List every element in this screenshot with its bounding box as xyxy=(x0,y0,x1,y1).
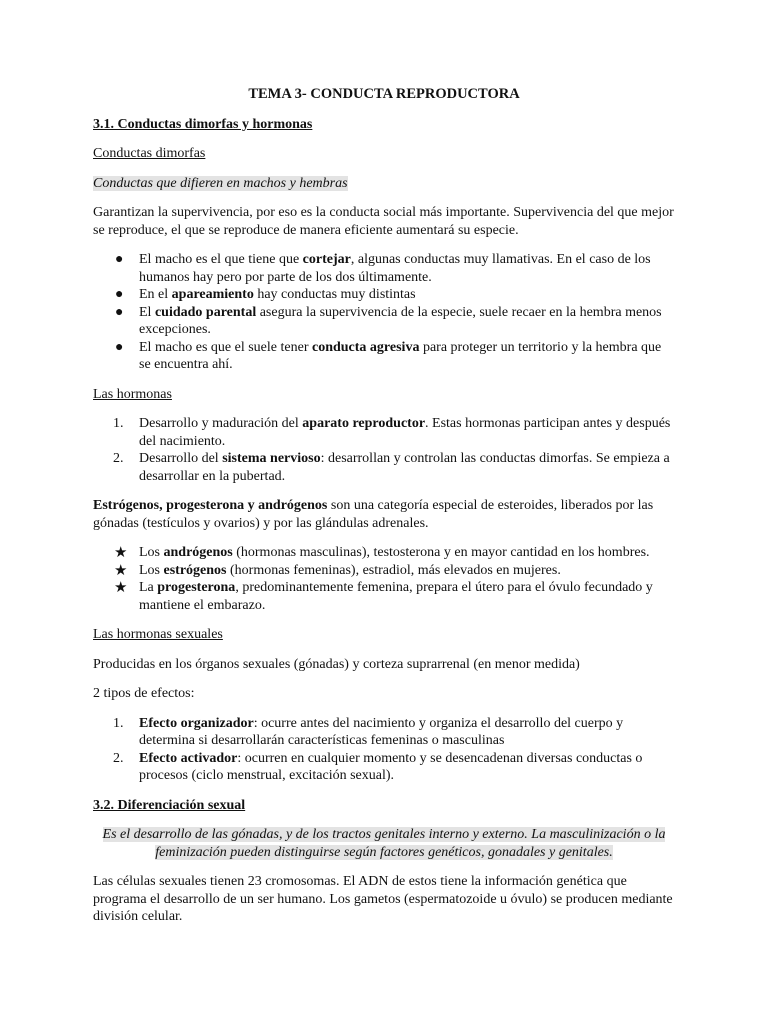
document-title: TEMA 3- CONDUCTA REPRODUCTORA xyxy=(248,86,520,102)
bullet-icon: ● xyxy=(115,339,124,355)
paragraph-tipos-efectos: 2 tipos de efectos: xyxy=(93,686,195,701)
list-item: ● El macho es que el suele tener conducta agresiva para proteger un territorio y la hembra que se encuentra ahí. xyxy=(115,339,662,372)
list-number: 1. xyxy=(113,715,124,731)
list-item: 1. Efecto organizador: ocurre antes del nacimiento y organiza el desarrollo del cuerpo y determina si desarrollarán características femeninas o masculinas xyxy=(113,715,624,748)
section-heading-3-1: 3.1. Conductas dimorfas y hormonas xyxy=(93,116,313,132)
bullet-icon: ● xyxy=(115,304,124,320)
numbered-list-efectos xyxy=(93,715,675,785)
bullet-icon: ● xyxy=(115,252,124,267)
highlighted-definition-diferenciacion: Es el desarrollo de las gónadas, y de los tractos genitales interno y externo. La masculinización o la feminización pueden distinguirse según factores genéticos, gonadales y genitales. xyxy=(102,827,666,860)
list-item: ★ Los andrógenos (hormonas masculinas), testosterona y en mayor cantidad en los hombres. xyxy=(114,543,650,561)
star-icon: ★ xyxy=(114,578,128,596)
list-item: ● El macho es el que tiene que cortejar, algunas conductas muy llamativas. En el caso de los humanos hay pero por parte de los dos últimamente. xyxy=(115,252,651,285)
bullet-icon: ● xyxy=(115,287,124,302)
paragraph-supervivencia: Garantizan la supervivencia, por eso es la conducta social más importante. Supervivencia del que mejor se reproduce, el que se reproduce de manera eficiente aumentará su especie. xyxy=(93,205,674,238)
list-item: 2. Desarrollo del sistema nervioso: desarrollan y controlan las conductas dimorfas. Se empieza a desarrollar en la pubertad. xyxy=(113,451,670,484)
numbered-list-hormonas xyxy=(93,415,675,485)
list-number: 1. xyxy=(113,416,124,431)
paragraph-esteroides: Estrógenos, progesterona y andrógenos son una categoría especial de esteroides, liberados por las gónadas (testículos y ovarios) y por las glándulas adrenales. xyxy=(93,498,654,531)
list-item: ● En el apareamiento hay conductas muy distintas xyxy=(115,287,416,302)
list-item: 1. Desarrollo y maduración del aparato reproductor. Estas hormonas participan antes y después del nacimiento. xyxy=(113,416,671,449)
paragraph-celulas-sexuales: Las células sexuales tienen 23 cromosomas. El ADN de estos tiene la información genética que programa el desarrollo de un ser humano. Los gametos (espermatozoide u óvulo) se producen mediante división celular. xyxy=(93,874,673,924)
subheading-conductas-dimorfas: Conductas dimorfas xyxy=(93,146,206,161)
star-list-hormonas xyxy=(93,544,675,614)
section-heading-3-2: 3.2. Diferenciación sexual xyxy=(93,797,246,813)
list-number: 2. xyxy=(113,451,124,466)
list-item: 2. Efecto activador: ocurren en cualquier momento y se desencadenan diversas conductas o procesos (ciclo menstrual, excitación sexual). xyxy=(113,750,643,783)
list-item: ● El cuidado parental asegura la supervivencia de la especie, suele recaer en la hembra menos excepciones. xyxy=(115,304,662,337)
document-page xyxy=(93,86,675,938)
highlighted-definition: Conductas que difieren en machos y hembras xyxy=(93,175,348,191)
star-icon: ★ xyxy=(114,560,128,579)
list-item: ★ Los estrógenos (hormonas femeninas), estradiol, más elevados en mujeres. xyxy=(114,560,561,579)
list-number: 2. xyxy=(113,750,124,766)
list-item: ★ La progesterona, predominantemente femenina, prepara el útero para el óvulo fecundado y mantiene el embarazo. xyxy=(114,578,653,613)
bullet-list-conductas xyxy=(93,251,675,374)
subheading-hormonas-sexuales: Las hormonas sexuales xyxy=(93,627,223,642)
star-icon: ★ xyxy=(114,543,128,561)
paragraph-producidas: Producidas en los órganos sexuales (gónadas) y corteza suprarrenal (en menor medida) xyxy=(93,656,580,672)
subheading-las-hormonas: Las hormonas xyxy=(93,386,172,402)
